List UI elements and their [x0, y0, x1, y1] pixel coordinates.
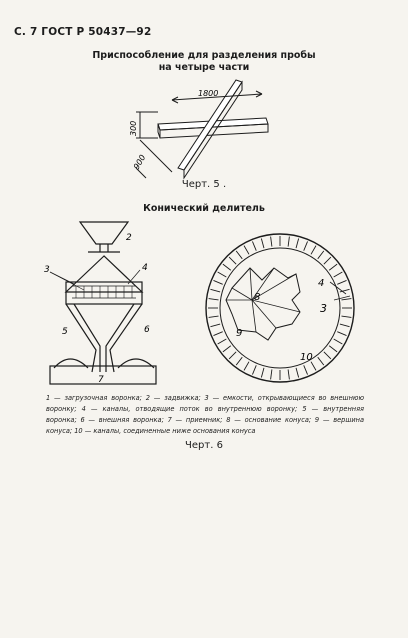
channel-tick [329, 346, 337, 352]
label-3: 3 [44, 265, 50, 275]
channel-tick [296, 368, 299, 378]
channel-tick [341, 316, 351, 317]
channel-tick [252, 365, 256, 374]
channel-tick [329, 264, 337, 270]
label-5: 5 [62, 327, 68, 337]
channel-tick [236, 357, 242, 365]
channel-tick [296, 238, 299, 248]
channel-tick [304, 365, 308, 374]
channel-tick [318, 251, 324, 259]
label-9: 9 [236, 328, 243, 339]
figure6-title: Конический делитель [143, 203, 265, 214]
figure5-title-line2: на четыре части [158, 62, 250, 73]
channel-tick [341, 299, 351, 300]
channel-tick [229, 257, 236, 264]
label-2: 2 [126, 233, 132, 243]
channel-tick [223, 264, 231, 270]
figure6-caption: Черт. 6 [185, 440, 223, 451]
channel-tick [337, 332, 346, 336]
channel-tick [334, 339, 343, 344]
channel-tick [261, 368, 264, 378]
channel-tick [271, 237, 272, 247]
channel-tick [213, 332, 222, 336]
channel-tick [218, 339, 227, 344]
channel-tick [213, 280, 222, 284]
channel-tick [324, 352, 331, 359]
channel-tick [252, 241, 256, 250]
conical-divider-top-view [206, 234, 354, 382]
label-4-top: 4 [318, 278, 325, 289]
label-7: 7 [98, 375, 104, 385]
channel-tick [288, 369, 289, 379]
channel-tick [340, 324, 350, 327]
channel-tick [311, 246, 316, 255]
label-8: 8 [254, 292, 261, 303]
channel-tick [324, 257, 331, 264]
channel-tick [210, 324, 220, 327]
channel-tick [210, 289, 220, 292]
channel-tick [244, 246, 249, 255]
dim-width-label: 900 [131, 153, 148, 171]
channel-tick [244, 362, 249, 371]
channel-tick [209, 299, 219, 300]
channel-tick [218, 272, 227, 277]
channel-tick [271, 369, 272, 379]
channel-tick [229, 352, 236, 359]
figure6-legend: 1 — загрузочная воронка; 2 — задвижка; 3 — емкости, открывающиеся во внешнюю воронку; 4 — каналы, отводящие поток во внутреннюю воронку; 5 — внутренняя воронка; 6 — внешняя воронка; 7 — приемник; 8 — основание конуса; 9 — вершина конуса; 10 — каналы, соединенные ниже основания конуса [46, 394, 364, 435]
label-3-top: 3 [320, 302, 327, 315]
figure5-title-line1: Приспособление для разделения пробы [92, 50, 316, 61]
channel-tick [334, 272, 343, 277]
channel-tick [236, 251, 242, 259]
channel-tick [261, 238, 264, 248]
channel-tick [318, 357, 324, 365]
channel-tick [304, 241, 308, 250]
label-4: 4 [142, 263, 148, 273]
label-6: 6 [144, 325, 150, 335]
page-header: С. 7 ГОСТ Р 50437—92 [14, 26, 152, 38]
channel-tick [337, 280, 346, 284]
channel-tick [209, 316, 219, 317]
channel-tick [223, 346, 231, 352]
figure5-caption: Черт. 5 . [181, 179, 227, 190]
channel-tick [288, 237, 289, 247]
label-10: 10 [300, 352, 313, 363]
conical-divider-section [50, 222, 156, 384]
dim-length-label: 1800 [198, 89, 219, 98]
dim-height-label: 300 [129, 120, 138, 136]
